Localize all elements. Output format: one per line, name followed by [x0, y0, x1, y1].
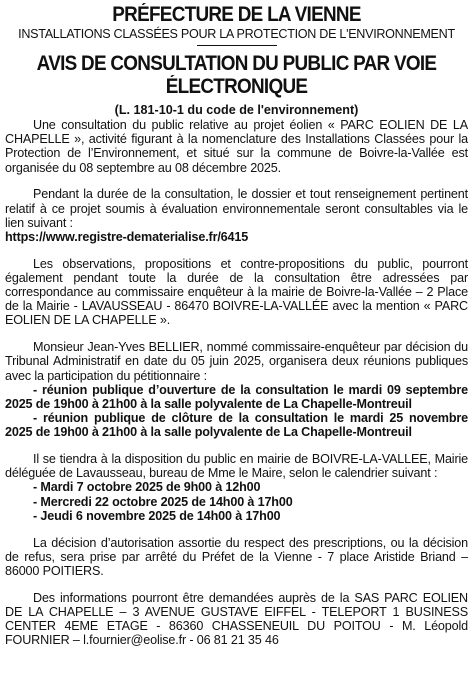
- legal-reference: (L. 181-10-1 du code de l'environnement): [114, 103, 359, 117]
- title-divider: [197, 45, 277, 46]
- paragraph-contact: Des informations pourront être demandées auprès de la SAS PARC EOLIEN DE LA CHAPELLE – 3 AVENUE GUSTAVE EIFFEL - TELEPORT 1 BUSINESS CENTER 4EME ETAGE - 86360 CHASSENEUIL DU POITOU - M. Léopold FOURNIER – l.fournier@eolise.fr - 06 81 21 35 46: [5, 590, 468, 648]
- permanence-schedule: [5, 480, 468, 523]
- notice-title-line-1: AVIS DE CONSULTATION DU PUBLIC PAR VOIE: [36, 52, 437, 75]
- paragraph-decision: La décision d’autorisation assortie du respect des prescriptions, ou la décision de refus, sera prise par arrêté du Préfet de la Vienne - 7 place Aristide Briand – 86000 POITIERS.: [5, 535, 468, 578]
- meeting-closing: - réunion publique de clôture de la consultation le mardi 25 novembre 2025 de 19h00 à 21h00 à la salle polyvalente de La Chapelle-Montreuil: [5, 411, 468, 440]
- paragraph-consultation-intro: Une consultation du public relative au projet éolien « PARC EOLIEN DE LA CHAPELLE », activité figurant à la nomenclature des Installations Classées pour la Protection de l’Environnement, et situé sur la commune de Boivre-la-Vallée est organisée du 08 septembre au 08 décembre 2025.: [5, 118, 468, 175]
- paragraph-observations: Les observations, propositions et contre-propositions du public, pourront également pendant toute la durée de la consultation être adressées par correspondance au commissaire enquêteur à la mairie de Boivre-la-Vallée – 2 Place de la Mairie - LAVAUSSEAU - 86470 BOIVRE-LA-VALLÉE avec la mention « PARC EOLIEN DE LA CHAPELLE ».: [5, 256, 468, 328]
- paragraph-commissioner: Monsieur Jean-Yves BELLIER, nommé commissaire-enquêteur par décision du Tribunal Administratif en date du 05 juin 2025, organisera deux réunions publiques avec la participation du pétitionnaire :: [5, 340, 468, 383]
- paragraph-dossier-access: Pendant la durée de la consultation, le dossier et tout renseignement pertinent relatif à ce projet soumis à évaluation environnementale seront consultables via le lien suivant :: [5, 187, 468, 230]
- schedule-item: - Mercredi 22 octobre 2025 de 14h00 à 17h00: [33, 494, 293, 509]
- meeting-opening: - réunion publique d’ouverture de la consultation le mardi 09 septembre 2025 de 19h00 à 21h00 à la salle polyvalente de La Chapelle-Montreuil: [5, 382, 468, 411]
- schedule-item: - Mardi 7 octobre 2025 de 9h00 à 12h00: [33, 480, 261, 495]
- registry-link[interactable]: https://www.registre-dematerialise.fr/6415: [5, 229, 249, 244]
- paragraph-permanences: Il se tiendra à la disposition du public en mairie de BOIVRE-LA-VALLEE, Mairie déléguée de Lavausseau, bureau de Mme le Maire, selon le calendrier suivant :: [5, 452, 468, 481]
- schedule-item: - Jeudi 6 novembre 2025 de 14h00 à 17h00: [33, 508, 281, 523]
- service-subtitle: INSTALLATIONS CLASSÉES POUR LA PROTECTION DE L'ENVIRONNEMENT: [18, 27, 455, 41]
- notice-title-line-2: ÉLECTRONIQUE: [165, 75, 308, 98]
- prefecture-title: PRÉFECTURE DE LA VIENNE: [112, 3, 361, 26]
